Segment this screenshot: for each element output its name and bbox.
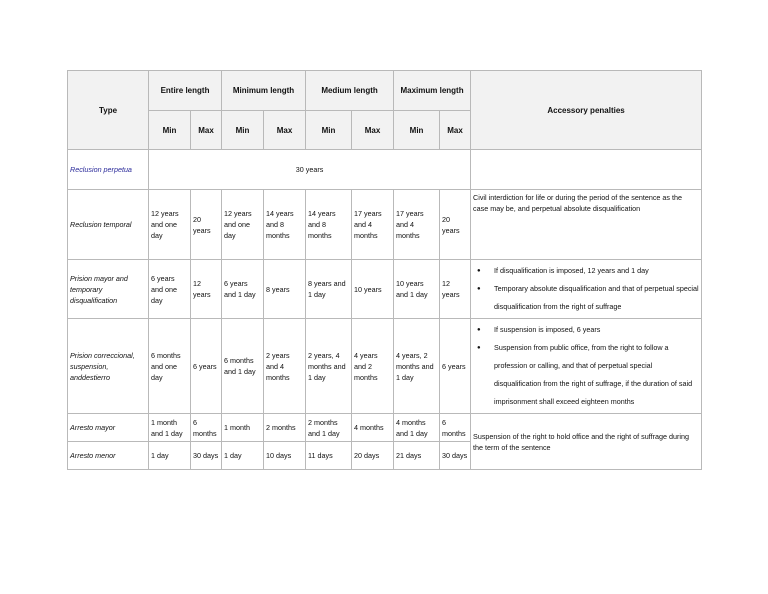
subheader-max: Max xyxy=(264,111,306,150)
duration-cell: 10 years xyxy=(352,260,394,319)
duration-cell: 8 years and 1 day xyxy=(306,260,352,319)
duration-cell: 14 years and 8 months xyxy=(306,190,352,260)
table-row xyxy=(68,319,702,414)
duration-cell: 6 months xyxy=(191,414,222,442)
duration-cell: 17 years and 4 months xyxy=(394,190,440,260)
penalty-cell xyxy=(471,260,702,319)
type-cell: Prision correccional, suspension, anddestierro xyxy=(68,319,149,414)
duration-cell: 6 months xyxy=(440,414,471,442)
duration-cell: 30 days xyxy=(191,442,222,470)
penalty-list xyxy=(473,262,699,316)
type-cell: Arresto mayor xyxy=(68,414,149,442)
duration-cell: 20 years xyxy=(440,190,471,260)
duration-cell: 20 days xyxy=(352,442,394,470)
duration-cell: 1 day xyxy=(149,442,191,470)
penalty-cell: Civil interdiction for life or during the period of the sentence as the case may be, and perpetual absolute disqualification xyxy=(471,190,702,260)
subheader-min: Min xyxy=(394,111,440,150)
duration-cell: 1 day xyxy=(222,442,264,470)
subheader-min: Min xyxy=(222,111,264,150)
duration-cell: 12 years and one day xyxy=(149,190,191,260)
header-type: Type xyxy=(68,71,149,150)
duration-cell: 6 years and one day xyxy=(149,260,191,319)
subheader-max: Max xyxy=(440,111,471,150)
duration-cell: 2 months and 1 day xyxy=(306,414,352,442)
list-item: ● Temporary absolute disqualification and that of perpetual special disqualification from the right of suffrage xyxy=(473,280,699,316)
list-item: ● If suspension is imposed, 6 years xyxy=(473,321,699,339)
duration-cell: 6 months and 1 day xyxy=(222,319,264,414)
subheader-min: Min xyxy=(149,111,191,150)
table-row xyxy=(68,190,702,260)
subheader-min: Min xyxy=(306,111,352,150)
duration-cell: 12 years xyxy=(440,260,471,319)
penalty-cell: Suspension of the right to hold office and the right of suffrage during the term of the sentence xyxy=(471,414,702,470)
list-item: ● Suspension from public office, from the right to follow a profession or calling, and that of perpetual special disqualification from the right of suffrage, if the duration of said imprisonment shall exceed eighteen months xyxy=(473,339,699,411)
duration-cell: 20 years xyxy=(191,190,222,260)
type-cell: Prision mayor and temporary disqualification xyxy=(68,260,149,319)
penalty-cell xyxy=(471,319,702,414)
table-row xyxy=(68,260,702,319)
header-entire-length: Entire length xyxy=(149,71,222,111)
duration-cell: 10 years and 1 day xyxy=(394,260,440,319)
table-row xyxy=(68,150,702,190)
type-cell: Arresto menor xyxy=(68,442,149,470)
table-row xyxy=(68,414,702,442)
duration-cell: 4 months xyxy=(352,414,394,442)
duration-cell: 6 years xyxy=(440,319,471,414)
duration-cell: 2 months xyxy=(264,414,306,442)
duration-cell: 12 years xyxy=(191,260,222,319)
type-cell: Reclusion temporal xyxy=(68,190,149,260)
duration-cell: 8 years xyxy=(264,260,306,319)
subheader-max: Max xyxy=(352,111,394,150)
header-maximum-length: Maximum length xyxy=(394,71,471,111)
subheader-max: Max xyxy=(191,111,222,150)
penalty-cell xyxy=(471,150,702,190)
duration-cell: 6 months and one day xyxy=(149,319,191,414)
duration-cell: 4 months and 1 day xyxy=(394,414,440,442)
duration-cell: 30 years xyxy=(149,150,471,190)
duration-cell: 11 days xyxy=(306,442,352,470)
duration-cell: 6 years and 1 day xyxy=(222,260,264,319)
duration-cell: 1 month and 1 day xyxy=(149,414,191,442)
duration-cell: 10 days xyxy=(264,442,306,470)
list-item: ● If disqualification is imposed, 12 years and 1 day xyxy=(473,262,699,280)
duration-cell: 14 years and 8 months xyxy=(264,190,306,260)
header-accessory-penalties: Accessory penalties xyxy=(471,71,702,150)
duration-cell: 2 years, 4 months and 1 day xyxy=(306,319,352,414)
duration-cell: 4 years and 2 months xyxy=(352,319,394,414)
duration-cell: 6 years xyxy=(191,319,222,414)
header-minimum-length: Minimum length xyxy=(222,71,306,111)
duration-cell: 1 month xyxy=(222,414,264,442)
header-medium-length: Medium length xyxy=(306,71,394,111)
duration-cell: 17 years and 4 months xyxy=(352,190,394,260)
duration-cell: 30 days xyxy=(440,442,471,470)
type-cell[interactable]: Reclusion perpetua xyxy=(68,150,149,190)
penalty-list xyxy=(473,321,699,411)
penalties-table xyxy=(67,70,702,470)
duration-cell: 4 years, 2 months and 1 day xyxy=(394,319,440,414)
duration-cell: 2 years and 4 months xyxy=(264,319,306,414)
duration-cell: 21 days xyxy=(394,442,440,470)
duration-cell: 12 years and one day xyxy=(222,190,264,260)
